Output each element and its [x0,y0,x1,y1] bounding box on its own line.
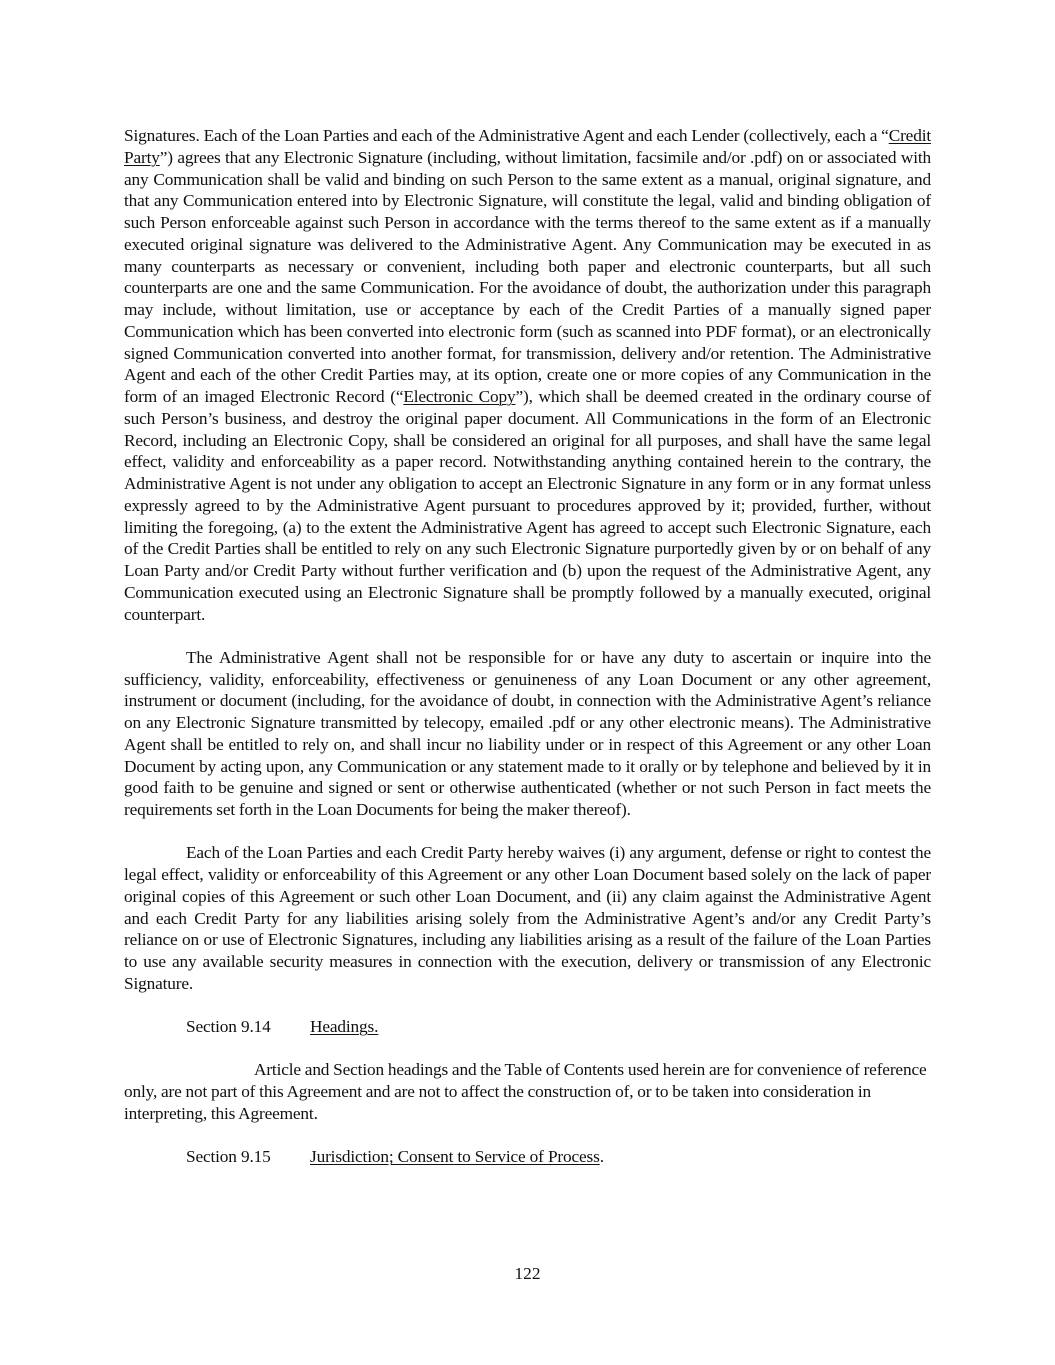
paragraph-text: ”) agrees that any Electronic Signature (including, without limitation, facsimile and/or .pdf) on or associated with any Communication shall be valid and binding on such Person to the same extent as a manual, original signature, and that any Communication entered into by Electronic Signature, will constitute the legal, valid and binding obligation of such Person enforceable against such Person in accordance with the terms thereof to the same extent as if a manually executed original signature was delivered to the Administrative Agent. Any Communication may be executed in as many counterparts as necessary or convenient, including both paper and electronic counterparts, but all such counterparts are one and the same Communication. For the avoidance of doubt, the authorization under this paragraph may include, without limitation, use or acceptance by each of the Credit Parties of a manually signed paper Communication which has been converted into electronic form (such as scanned into PDF format), or an electronically signed Communication converted into another format, for transmission, delivery and/or retention. The Administrative Agent and each of the other Credit Parties may, at its option, create one or more copies of any Communication in the form of an imaged Electronic Record (“ [124,147,931,406]
section-title-period: . [599,1147,604,1166]
paragraph-headings: Article and Section headings and the Table of Contents used herein are for convenience of reference only, are not part of this Agreement and are not to affect the construction of, or to be taken into consideration in interpreting, this Agreement. [124,1060,927,1123]
paragraph-text: ”), which shall be deemed created in the ordinary course of such Person’s business, and destroy the original paper document. All Communications in the form of an Electronic Record, including an Electronic Copy, shall be considered an original for all purposes, and shall have the same legal effect, validity and enforceability as a paper record. Notwithstanding anything contained herein to the contrary, the Administrative Agent is not under any obligation to accept an Electronic Signature in any form or in any format unless expressly agreed to by the Administrative Agent pursuant to procedures approved by it; provided, further, without limiting the foregoing, (a) to the extent the Administrative Agent has agreed to accept such Electronic Signature, each of the Credit Parties shall be entitled to rely on any such Electronic Signature purportedly given by or on behalf of any Loan Party and/or Credit Party without further verification and (b) upon the request of the Administrative Agent, any Communication executed using an Electronic Signature shall be promptly followed by a manually executed, original counterpart. [124,387,931,624]
section-title: Jurisdiction; Consent to Service of Process [310,1147,600,1166]
section-heading-9-14 [124,1016,931,1038]
section-number: Section 9.14 [186,1017,271,1036]
section-title: Headings. [310,1017,379,1036]
defined-term-electronic-copy: Electronic Copy [403,387,516,406]
paragraph-electronic-signatures [124,125,931,625]
document-page [124,125,931,1189]
section-heading-9-15 [124,1146,931,1168]
page-number: 122 [514,1264,541,1283]
paragraph-waiver: Each of the Loan Parties and each Credit Party hereby waives (i) any argument, defense or right to contest the legal effect, validity or enforceability of this Agreement or any other Loan Document based solely on the lack of paper original copies of this Agreement or such other Loan Document, and (ii) any claim against the Administrative Agent and each Credit Party for any liabilities arising solely from the Administrative Agent’s and/or any Credit Party’s reliance on or use of Electronic Signatures, including any liabilities arising as a result of the failure of the Loan Parties to use any available security measures in connection with the execution, delivery or transmission of any Electronic Signature. [124,843,931,993]
paragraph-agent-responsibility: The Administrative Agent shall not be responsible for or have any duty to ascertain or inquire into the sufficiency, validity, enforceability, effectiveness or genuineness of any Loan Document or any other agreement, instrument or document (including, for the avoidance of doubt, in connection with the Administrative Agent’s reliance on any Electronic Signature transmitted by telecopy, emailed .pdf or any other electronic means). The Administrative Agent shall be entitled to rely on, and shall incur no liability under or in respect of this Agreement or any other Loan Document by acting upon, any Communication or any statement made to it orally or by telephone and believed by it in good faith to be genuine and signed or sent or otherwise authenticated (whether or not such Person in fact meets the requirements set forth in the Loan Documents for being the maker thereof). [124,647,931,819]
defined-term-credit-party: Credit Party [124,126,931,167]
section-number: Section 9.15 [186,1147,271,1166]
paragraph-text: Signatures. Each of the Loan Parties and each of the Administrative Agent and each Lender (collectively, each a “ [124,126,889,145]
